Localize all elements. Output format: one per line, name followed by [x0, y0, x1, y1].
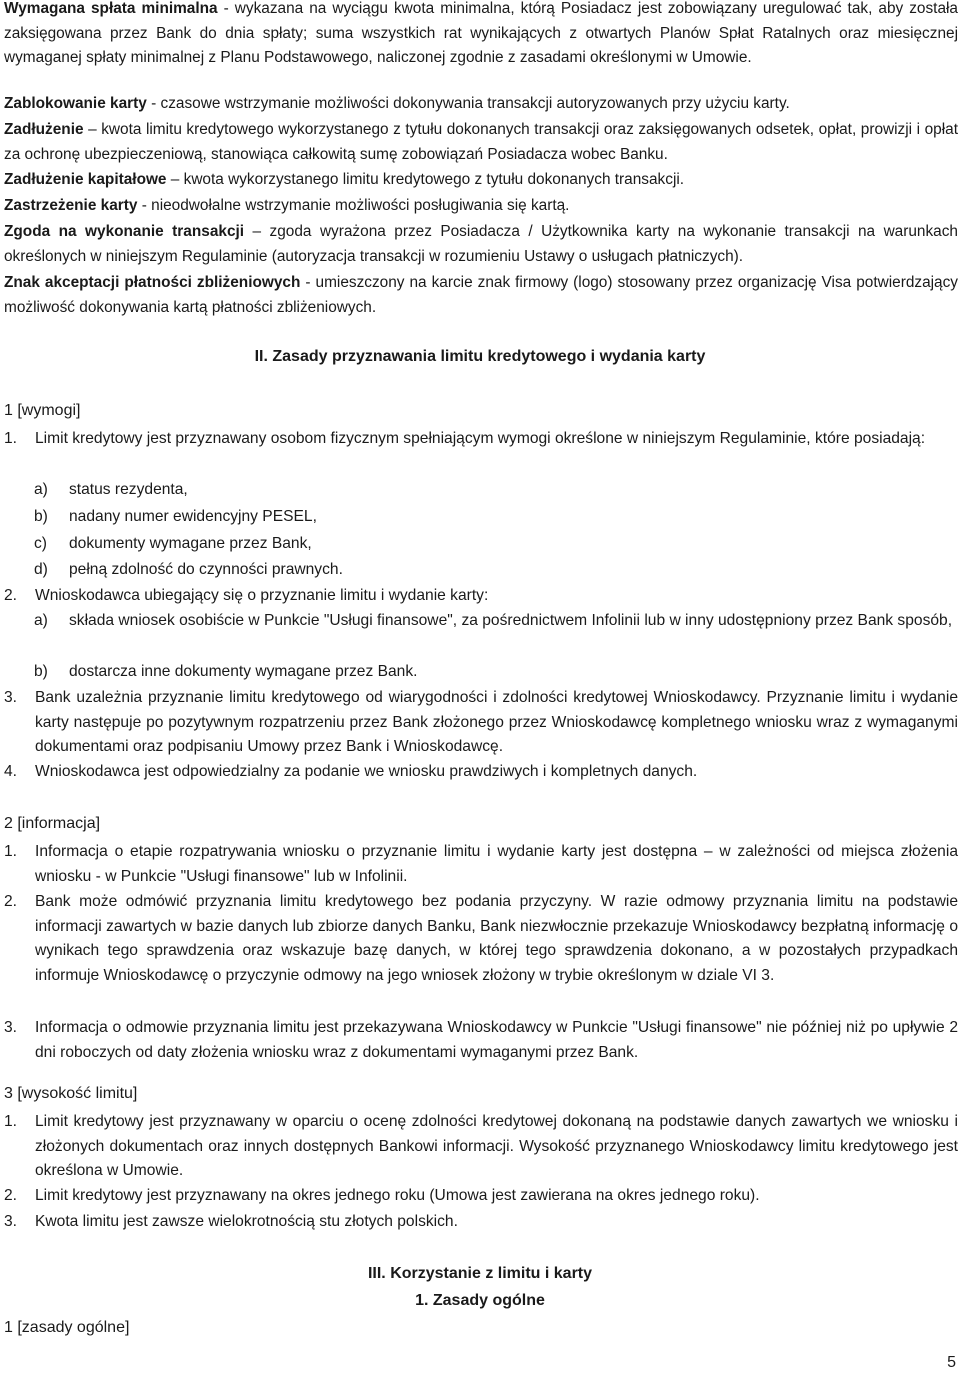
- list-item: a) składa wniosek osobiście w Punkcie "Usługi finansowe", za pośrednictwem Infolinii lub w inny udostępniony przez Bank sposób,: [34, 612, 953, 629]
- list-item: c) dokumenty wymagane przez Bank,: [34, 535, 312, 552]
- definition-zastrzezenie-karty: Zastrzeżenie karty - nieodwołalne wstrzymanie możliwości posługiwania się kartą.: [4, 197, 570, 214]
- definition-text: kwota limitu kredytowego wykorzystanego z tytułu dokonanych transakcji oraz zaksięgowanych odsetek, opłat, prowizji i opłat za ochronę ubezpieczeniową, stanowiąca całkowitą sumę zobowiązań Posiadacza wobec Banku.: [4, 121, 958, 163]
- definition-text: umieszczony na karcie znak firmowy (logo) stosowany przez organizację Visa potwierdzający możliwość dokonywania kartą płatności zbliżeniowych.: [4, 274, 959, 316]
- definition-term: Znak akceptacji płatności zbliżeniowych: [4, 274, 301, 291]
- list-item: 2. Limit kredytowy jest przyznawany na okres jednego roku (Umowa jest zawierana na okres jednego roku).: [4, 1187, 760, 1204]
- list-item: 3. Informacja o odmowie przyznania limitu jest przekazywana Wnioskodawcy w Punkcie "Usługi finansowe" nie później niż po upływie 2 dni roboczych od daty złożenia wniosku wraz z dokumentami wymaganymi przez Bank.: [4, 1019, 958, 1061]
- definition-text: czasowe wstrzymanie możliwości dokonywania transakcji autoryzowanych przy użyciu karty.: [160, 95, 790, 112]
- definition-zadluzenie-kapitalowe: Zadłużenie kapitałowe – kwota wykorzystanego limitu kredytowego z tytułu dokonanych transakcji.: [4, 171, 685, 188]
- definition-term: Zablokowanie karty: [4, 95, 147, 112]
- list-item: d) pełną zdolność do czynności prawnych.: [34, 561, 343, 578]
- definition-wymagana-splata: Wymagana spłata minimalna - wykazana na wyciągu kwota minimalna, którą Posiadacz jest zobowiązany uregulować tak, aby została zaksięgowana przez Bank do dnia spłaty; suma wszystkich rat wynikających z otwartych Planów Spłat Ratalnych oraz miesięcznej wymaganej spłaty minimalnej z Planu Podstawowego, naliczonej zgodnie z zasadami określonymi w Umowie.: [4, 0, 958, 66]
- paragraph-heading-text: 1 [zasady ogólne]: [4, 1319, 130, 1336]
- paragraph-heading-wymogi: [4, 402, 80, 420]
- list-item: b) nadany numer ewidencyjny PESEL,: [34, 508, 317, 525]
- paragraph-heading-wysokosc-limitu: [4, 1085, 137, 1103]
- section-title: III. Korzystanie z limitu i karty: [367, 1265, 593, 1282]
- definition-term: Zastrzeżenie karty: [4, 197, 138, 214]
- section-title: II. Zasady przyznawania limitu kredytowego i wydania karty: [254, 348, 706, 365]
- definition-text: nieodwołalne wstrzymanie możliwości posługiwania się kartą.: [151, 197, 570, 214]
- list-item: 2. Wnioskodawca ubiegający się o przyznanie limitu i wydanie karty:: [4, 587, 489, 604]
- list-item: b) dostarcza inne dokumenty wymagane przez Bank.: [34, 663, 418, 680]
- definition-znak-akceptacji: Znak akceptacji płatności zbliżeniowych - umieszczony na karcie znak firmowy (logo) stosowany przez organizację Visa potwierdzający możliwość dokonywania kartą płatności zbliżeniowych.: [4, 274, 959, 316]
- definition-zadluzenie: Zadłużenie – kwota limitu kredytowego wykorzystanego z tytułu dokonanych transakcji oraz zaksięgowanych odsetek, opłat, prowizji i opłat za ochronę ubezpieczeniową, stanowiąca całkowitą sumę zobowiązań Posiadacza wobec Banku.: [4, 121, 958, 163]
- definition-text: zgoda wyrażona przez Posiadacza / Użytkownika karty na wykonanie transakcji na warunkach określonych w niniejszym Regulaminie (autoryzacja transakcji w rozumieniu Ustawy o usługach płatniczych).: [4, 223, 958, 265]
- list-item: 1. Informacja o etapie rozpatrywania wniosku o przyznanie limitu i wydanie karty jest dostępna – w zależności od miejsca złożenia wniosku - w Punkcie "Usługi finansowe" lub w Infolinii.: [4, 843, 958, 885]
- definition-text: wykazana na wyciągu kwota minimalna, którą Posiadacz jest zobowiązany uregulować tak, aby została zaksięgowana przez Bank do dnia spłaty; suma wszystkich rat wynikających z otwartych Planów Spłat Ratalnych oraz miesięcznej wymaganej spłaty minimalnej z Planu Podstawowego, naliczonej zgodnie z zasadami określonymi w Umowie.: [4, 0, 958, 66]
- list-item: 4. Wnioskodawca jest odpowiedzialny za podanie we wniosku prawdziwych i kompletnych danych.: [4, 763, 698, 780]
- list-item: 1. Limit kredytowy jest przyznawany osobom fizycznym spełniającym wymogi określone w niniejszym Regulaminie, które posiadają:: [4, 430, 926, 447]
- page-number: 5: [947, 1354, 956, 1371]
- paragraph-heading-text: 1 [wymogi]: [4, 402, 81, 419]
- definition-term: Wymagana spłata minimalna: [4, 0, 218, 17]
- definition-term: Zadłużenie kapitałowe: [4, 171, 167, 188]
- list-item: a) status rezydenta,: [34, 481, 188, 498]
- definition-text: kwota wykorzystanego limitu kredytowego z tytułu dokonanych transakcji.: [183, 171, 685, 188]
- list-item: 2. Bank może odmówić przyznania limitu kredytowego bez podania przyczyny. W razie odmowy przyznania limitu na podstawie informacji zawartych w bazie danych lub zbiorze danych Banku, Bank niezwłocznie przekazuje Wnioskodawcy bezpłatną informację o wynikach tego sprawdzenia oraz wskazuje bazę danych, w której tego sprawdzenia dokonano, a w pozostałych przypadkach informuje Wnioskodawcę o przyczynie odmowy na jego wniosek złożony w trybie określonym w dziale VI 3.: [4, 893, 958, 984]
- paragraph-heading-text: 2 [informacja]: [4, 815, 101, 832]
- section-subtitle: 1. Zasady ogólne: [415, 1292, 545, 1309]
- definition-term: Zgoda na wykonanie transakcji: [4, 223, 245, 240]
- definition-zgoda-na-wykonanie: Zgoda na wykonanie transakcji – zgoda wyrażona przez Posiadacza / Użytkownika karty na wykonanie transakcji na warunkach określonych w niniejszym Regulaminie (autoryzacja transakcji w rozumieniu Ustawy o usługach płatniczych).: [4, 223, 958, 265]
- paragraph-heading-zasady-ogolne: [4, 1319, 129, 1337]
- list-item: 3. Bank uzależnia przyznanie limitu kredytowego od wiarygodności i zdolności kredytowej Wnioskodawcy. Przyznanie limitu i wydanie karty następuje po pozytywnym rozpatrzeniu przez Bank złożonego przez Wnioskodawcę kompletnego wniosku wraz z wymaganymi dokumentami oraz podpisaniu Umowy przez Bank i Wnioskodawcę.: [4, 689, 958, 755]
- paragraph-heading-informacja: [4, 815, 100, 833]
- list-item: 1. Limit kredytowy jest przyznawany w oparciu o ocenę zdolności kredytowej dokonaną na podstawie danych zawartych we wniosku i złożonych dokumentach oraz innych dostępnych Bankowi informacji. Wysokość przyznanego Wnioskodawcy limitu kredytowego jest określona w Umowie.: [4, 1113, 958, 1179]
- definition-term: Zadłużenie: [4, 121, 84, 138]
- list-item: 3. Kwota limitu jest zawsze wielokrotnością stu złotych polskich.: [4, 1213, 458, 1230]
- definition-zablokowanie-karty: Zablokowanie karty - czasowe wstrzymanie możliwości dokonywania transakcji autoryzowanych przy użyciu karty.: [4, 95, 790, 112]
- paragraph-heading-text: 3 [wysokość limitu]: [4, 1085, 138, 1102]
